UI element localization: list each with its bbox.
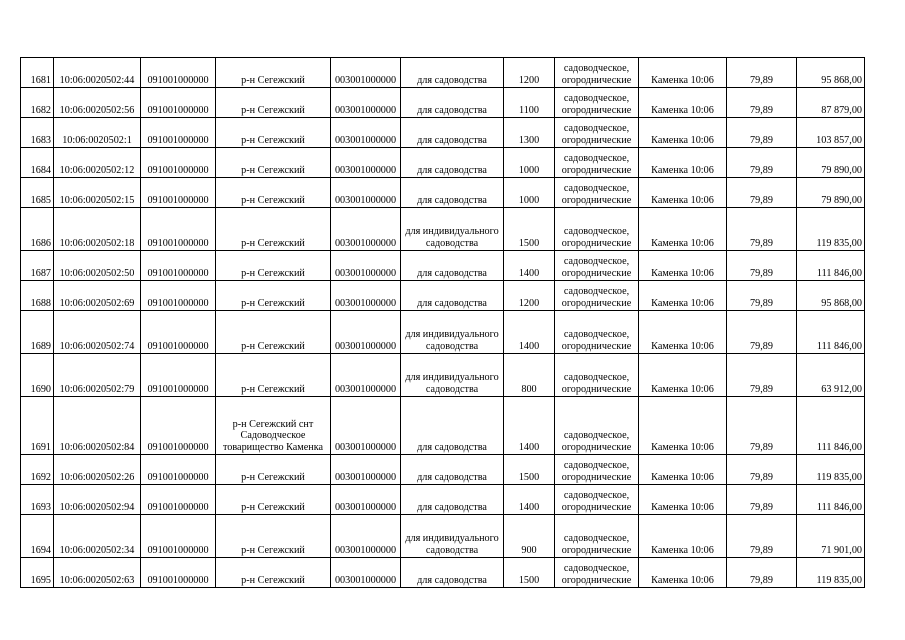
land-plots-table bbox=[20, 57, 865, 588]
location-cell: р-н Сегежский bbox=[216, 251, 331, 281]
cadastral-value-cell: 111 846,00 bbox=[797, 397, 865, 455]
oktmo-code-cell: 003001000000 bbox=[331, 58, 401, 88]
row-number-cell: 1681 bbox=[21, 58, 54, 88]
okato-code-cell: 091001000000 bbox=[141, 354, 216, 397]
table-row bbox=[21, 178, 865, 208]
oktmo-code-cell: 003001000000 bbox=[331, 88, 401, 118]
land-category-cell: садоводческое, огороднические bbox=[555, 88, 639, 118]
land-category-cell: садоводческое, огороднические bbox=[555, 208, 639, 251]
row-number-cell: 1688 bbox=[21, 281, 54, 311]
area-cell: 900 bbox=[504, 515, 555, 558]
row-number-cell: 1691 bbox=[21, 397, 54, 455]
permitted-use-cell: для индивидуального садоводства bbox=[401, 515, 504, 558]
specific-value-cell: 79,89 bbox=[727, 178, 797, 208]
cadastral-number-cell: 10:06:0020502:12 bbox=[54, 148, 141, 178]
row-number-cell: 1692 bbox=[21, 455, 54, 485]
specific-value-cell: 79,89 bbox=[727, 455, 797, 485]
land-category-cell: садоводческое, огороднические bbox=[555, 281, 639, 311]
cadastral-number-cell: 10:06:0020502:84 bbox=[54, 397, 141, 455]
row-number-cell: 1686 bbox=[21, 208, 54, 251]
table-row bbox=[21, 281, 865, 311]
permitted-use-cell: для садоводства bbox=[401, 58, 504, 88]
land-category-cell: садоводческое, огороднические bbox=[555, 251, 639, 281]
cadastral-value-cell: 111 846,00 bbox=[797, 311, 865, 354]
specific-value-cell: 79,89 bbox=[727, 281, 797, 311]
cadastral-value-cell: 95 868,00 bbox=[797, 58, 865, 88]
table-row bbox=[21, 397, 865, 455]
location-cell: р-н Сегежский bbox=[216, 88, 331, 118]
cadastral-number-cell: 10:06:0020502:69 bbox=[54, 281, 141, 311]
specific-value-cell: 79,89 bbox=[727, 558, 797, 588]
cadastral-value-cell: 119 835,00 bbox=[797, 455, 865, 485]
permitted-use-cell: для садоводства bbox=[401, 88, 504, 118]
valuation-zone-cell: Каменка 10:06 bbox=[639, 148, 727, 178]
table-body bbox=[21, 58, 865, 588]
okato-code-cell: 091001000000 bbox=[141, 311, 216, 354]
location-cell: р-н Сегежский bbox=[216, 515, 331, 558]
cadastral-number-cell: 10:06:0020502:50 bbox=[54, 251, 141, 281]
cadastral-number-cell: 10:06:0020502:44 bbox=[54, 58, 141, 88]
okato-code-cell: 091001000000 bbox=[141, 148, 216, 178]
oktmo-code-cell: 003001000000 bbox=[331, 485, 401, 515]
oktmo-code-cell: 003001000000 bbox=[331, 455, 401, 485]
specific-value-cell: 79,89 bbox=[727, 208, 797, 251]
valuation-zone-cell: Каменка 10:06 bbox=[639, 354, 727, 397]
okato-code-cell: 091001000000 bbox=[141, 558, 216, 588]
area-cell: 1500 bbox=[504, 208, 555, 251]
oktmo-code-cell: 003001000000 bbox=[331, 178, 401, 208]
table-row bbox=[21, 558, 865, 588]
oktmo-code-cell: 003001000000 bbox=[331, 558, 401, 588]
row-number-cell: 1690 bbox=[21, 354, 54, 397]
cadastral-value-cell: 79 890,00 bbox=[797, 148, 865, 178]
valuation-zone-cell: Каменка 10:06 bbox=[639, 118, 727, 148]
row-number-cell: 1682 bbox=[21, 88, 54, 118]
valuation-zone-cell: Каменка 10:06 bbox=[639, 455, 727, 485]
cadastral-value-cell: 103 857,00 bbox=[797, 118, 865, 148]
table-row bbox=[21, 515, 865, 558]
okato-code-cell: 091001000000 bbox=[141, 58, 216, 88]
okato-code-cell: 091001000000 bbox=[141, 88, 216, 118]
cadastral-value-cell: 87 879,00 bbox=[797, 88, 865, 118]
valuation-zone-cell: Каменка 10:06 bbox=[639, 281, 727, 311]
valuation-zone-cell: Каменка 10:06 bbox=[639, 208, 727, 251]
cadastral-number-cell: 10:06:0020502:34 bbox=[54, 515, 141, 558]
table-row bbox=[21, 251, 865, 281]
oktmo-code-cell: 003001000000 bbox=[331, 354, 401, 397]
permitted-use-cell: для садоводства bbox=[401, 251, 504, 281]
specific-value-cell: 79,89 bbox=[727, 148, 797, 178]
table-row bbox=[21, 148, 865, 178]
row-number-cell: 1689 bbox=[21, 311, 54, 354]
cadastral-value-cell: 79 890,00 bbox=[797, 178, 865, 208]
area-cell: 1000 bbox=[504, 178, 555, 208]
land-category-cell: садоводческое, огороднические bbox=[555, 485, 639, 515]
land-category-cell: садоводческое, огороднические bbox=[555, 311, 639, 354]
location-cell: р-н Сегежский bbox=[216, 208, 331, 251]
table-row bbox=[21, 455, 865, 485]
row-number-cell: 1683 bbox=[21, 118, 54, 148]
cadastral-number-cell: 10:06:0020502:94 bbox=[54, 485, 141, 515]
location-cell: р-н Сегежский bbox=[216, 455, 331, 485]
oktmo-code-cell: 003001000000 bbox=[331, 208, 401, 251]
location-cell: р-н Сегежский bbox=[216, 485, 331, 515]
specific-value-cell: 79,89 bbox=[727, 58, 797, 88]
row-number-cell: 1695 bbox=[21, 558, 54, 588]
land-category-cell: садоводческое, огороднические bbox=[555, 558, 639, 588]
table-row bbox=[21, 118, 865, 148]
area-cell: 1400 bbox=[504, 485, 555, 515]
area-cell: 1400 bbox=[504, 311, 555, 354]
row-number-cell: 1694 bbox=[21, 515, 54, 558]
okato-code-cell: 091001000000 bbox=[141, 485, 216, 515]
cadastral-value-cell: 111 846,00 bbox=[797, 251, 865, 281]
row-number-cell: 1693 bbox=[21, 485, 54, 515]
area-cell: 800 bbox=[504, 354, 555, 397]
land-category-cell: садоводческое, огороднические bbox=[555, 148, 639, 178]
land-category-cell: садоводческое, огороднические bbox=[555, 515, 639, 558]
oktmo-code-cell: 003001000000 bbox=[331, 148, 401, 178]
specific-value-cell: 79,89 bbox=[727, 485, 797, 515]
area-cell: 1300 bbox=[504, 118, 555, 148]
okato-code-cell: 091001000000 bbox=[141, 455, 216, 485]
location-cell: р-н Сегежский bbox=[216, 354, 331, 397]
okato-code-cell: 091001000000 bbox=[141, 208, 216, 251]
land-category-cell: садоводческое, огороднические bbox=[555, 178, 639, 208]
area-cell: 1100 bbox=[504, 88, 555, 118]
land-category-cell: садоводческое, огороднические bbox=[555, 354, 639, 397]
location-cell: р-н Сегежский bbox=[216, 58, 331, 88]
table-row bbox=[21, 208, 865, 251]
area-cell: 1200 bbox=[504, 281, 555, 311]
oktmo-code-cell: 003001000000 bbox=[331, 515, 401, 558]
table-row bbox=[21, 311, 865, 354]
land-category-cell: садоводческое, огороднические bbox=[555, 118, 639, 148]
land-category-cell: садоводческое, огороднические bbox=[555, 455, 639, 485]
row-number-cell: 1684 bbox=[21, 148, 54, 178]
area-cell: 1500 bbox=[504, 455, 555, 485]
permitted-use-cell: для индивидуального садоводства bbox=[401, 354, 504, 397]
location-cell: р-н Сегежский снт Садоводческое товарищество Каменка bbox=[216, 397, 331, 455]
permitted-use-cell: для садоводства bbox=[401, 558, 504, 588]
table-row bbox=[21, 88, 865, 118]
okato-code-cell: 091001000000 bbox=[141, 397, 216, 455]
permitted-use-cell: для индивидуального садоводства bbox=[401, 311, 504, 354]
okato-code-cell: 091001000000 bbox=[141, 118, 216, 148]
location-cell: р-н Сегежский bbox=[216, 558, 331, 588]
specific-value-cell: 79,89 bbox=[727, 311, 797, 354]
cadastral-number-cell: 10:06:0020502:15 bbox=[54, 178, 141, 208]
table-row bbox=[21, 58, 865, 88]
specific-value-cell: 79,89 bbox=[727, 397, 797, 455]
cadastral-value-cell: 119 835,00 bbox=[797, 208, 865, 251]
valuation-zone-cell: Каменка 10:06 bbox=[639, 558, 727, 588]
okato-code-cell: 091001000000 bbox=[141, 251, 216, 281]
land-category-cell: садоводческое, огороднические bbox=[555, 397, 639, 455]
valuation-zone-cell: Каменка 10:06 bbox=[639, 58, 727, 88]
cadastral-number-cell: 10:06:0020502:18 bbox=[54, 208, 141, 251]
land-valuation-table-page bbox=[20, 57, 865, 588]
cadastral-number-cell: 10:06:0020502:56 bbox=[54, 88, 141, 118]
oktmo-code-cell: 003001000000 bbox=[331, 311, 401, 354]
cadastral-value-cell: 71 901,00 bbox=[797, 515, 865, 558]
cadastral-number-cell: 10:06:0020502:63 bbox=[54, 558, 141, 588]
okato-code-cell: 091001000000 bbox=[141, 281, 216, 311]
cadastral-value-cell: 111 846,00 bbox=[797, 485, 865, 515]
oktmo-code-cell: 003001000000 bbox=[331, 397, 401, 455]
area-cell: 1000 bbox=[504, 148, 555, 178]
permitted-use-cell: для садоводства bbox=[401, 281, 504, 311]
land-category-cell: садоводческое, огороднические bbox=[555, 58, 639, 88]
specific-value-cell: 79,89 bbox=[727, 354, 797, 397]
cadastral-number-cell: 10:06:0020502:74 bbox=[54, 311, 141, 354]
location-cell: р-н Сегежский bbox=[216, 178, 331, 208]
permitted-use-cell: для садоводства bbox=[401, 178, 504, 208]
specific-value-cell: 79,89 bbox=[727, 118, 797, 148]
oktmo-code-cell: 003001000000 bbox=[331, 281, 401, 311]
specific-value-cell: 79,89 bbox=[727, 88, 797, 118]
valuation-zone-cell: Каменка 10:06 bbox=[639, 88, 727, 118]
specific-value-cell: 79,89 bbox=[727, 515, 797, 558]
cadastral-number-cell: 10:06:0020502:79 bbox=[54, 354, 141, 397]
oktmo-code-cell: 003001000000 bbox=[331, 118, 401, 148]
area-cell: 1200 bbox=[504, 58, 555, 88]
table-row bbox=[21, 354, 865, 397]
oktmo-code-cell: 003001000000 bbox=[331, 251, 401, 281]
row-number-cell: 1687 bbox=[21, 251, 54, 281]
cadastral-value-cell: 63 912,00 bbox=[797, 354, 865, 397]
cadastral-number-cell: 10:06:0020502:26 bbox=[54, 455, 141, 485]
permitted-use-cell: для садоводства bbox=[401, 148, 504, 178]
okato-code-cell: 091001000000 bbox=[141, 178, 216, 208]
valuation-zone-cell: Каменка 10:06 bbox=[639, 311, 727, 354]
row-number-cell: 1685 bbox=[21, 178, 54, 208]
valuation-zone-cell: Каменка 10:06 bbox=[639, 178, 727, 208]
specific-value-cell: 79,89 bbox=[727, 251, 797, 281]
area-cell: 1400 bbox=[504, 251, 555, 281]
permitted-use-cell: для садоводства bbox=[401, 485, 504, 515]
permitted-use-cell: для индивидуального садоводства bbox=[401, 208, 504, 251]
cadastral-number-cell: 10:06:0020502:1 bbox=[54, 118, 141, 148]
location-cell: р-н Сегежский bbox=[216, 118, 331, 148]
valuation-zone-cell: Каменка 10:06 bbox=[639, 515, 727, 558]
area-cell: 1500 bbox=[504, 558, 555, 588]
cadastral-value-cell: 95 868,00 bbox=[797, 281, 865, 311]
valuation-zone-cell: Каменка 10:06 bbox=[639, 397, 727, 455]
location-cell: р-н Сегежский bbox=[216, 311, 331, 354]
location-cell: р-н Сегежский bbox=[216, 281, 331, 311]
valuation-zone-cell: Каменка 10:06 bbox=[639, 485, 727, 515]
cadastral-value-cell: 119 835,00 bbox=[797, 558, 865, 588]
valuation-zone-cell: Каменка 10:06 bbox=[639, 251, 727, 281]
location-cell: р-н Сегежский bbox=[216, 148, 331, 178]
table-row bbox=[21, 485, 865, 515]
permitted-use-cell: для садоводства bbox=[401, 455, 504, 485]
area-cell: 1400 bbox=[504, 397, 555, 455]
okato-code-cell: 091001000000 bbox=[141, 515, 216, 558]
permitted-use-cell: для садоводства bbox=[401, 397, 504, 455]
permitted-use-cell: для садоводства bbox=[401, 118, 504, 148]
